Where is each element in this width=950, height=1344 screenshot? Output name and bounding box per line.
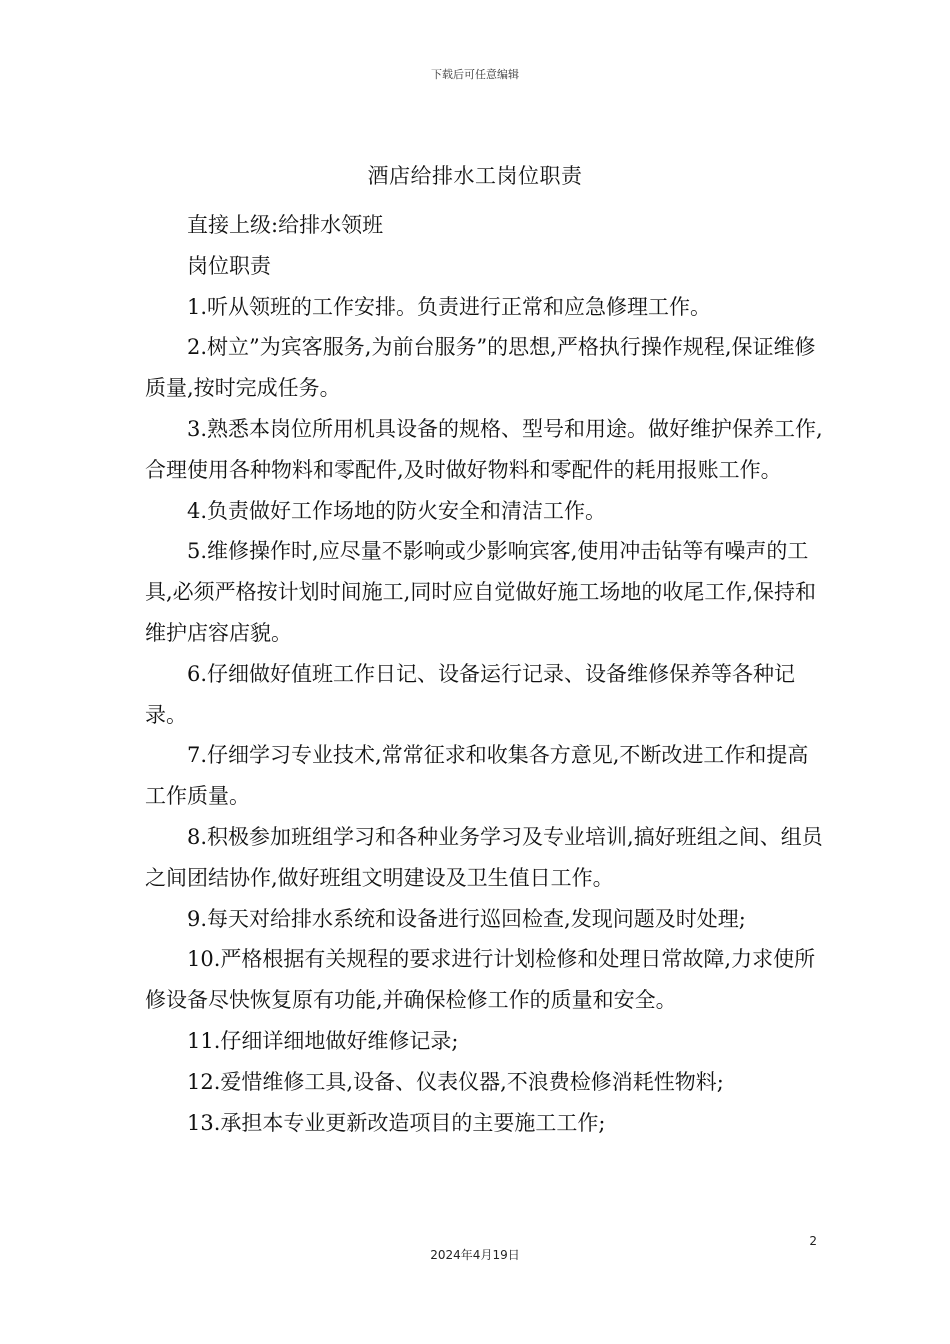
page-header-note: 下载后可任意编辑	[431, 68, 519, 81]
duty-item-13: 13.承担本专业更新改造项目的主要施工工作;	[187, 1110, 606, 1135]
document-body	[145, 205, 825, 1143]
duty-item-6: 6.仔细做好值班工作日记、设备运行记录、设备维修保养等各种记录。	[145, 661, 796, 727]
duty-item-12: 12.爱惜维修工具,设备、仪表仪器,不浪费检修消耗性物料;	[187, 1069, 724, 1094]
page-number: 2	[809, 1234, 817, 1248]
duty-item-4: 4.负责做好工作场地的防火安全和清洁工作。	[187, 498, 607, 523]
duty-item-3: 3.熟悉本岗位所用机具设备的规格、型号和用途。做好维护保养工作,合理使用各种物料和零配件,及时做好物料和零配件的耗用报账工作。	[145, 416, 823, 482]
document-title: 酒店给排水工岗位职责	[367, 164, 583, 188]
duty-item-5: 5.维修操作时,应尽量不影响或少影响宾客,使用冲击钻等有噪声的工具,必须严格按计划时间施工,同时应自觉做好施工场地的收尾工作,保持和维护店容店貌。	[145, 539, 817, 645]
duty-item-2: 2.树立”为宾客服务,为前台服务”的思想,严格执行操作规程,保证维修质量,按时完成任务。	[145, 335, 816, 401]
section-heading: 岗位职责	[187, 253, 271, 278]
duty-item-11: 11.仔细详细地做好维修记录;	[187, 1028, 459, 1053]
duty-item-7: 7.仔细学习专业技术,常常征求和收集各方意见,不断改进工作和提高工作质量。	[145, 743, 809, 809]
duty-item-1: 1.听从领班的工作安排。负责进行正常和应急修理工作。	[187, 294, 712, 319]
duty-item-8: 8.积极参加班组学习和各种业务学习及专业培训,搞好班组之间、组员之间团结协作,做好班组文明建设及卫生值日工作。	[145, 824, 823, 890]
superior-line: 直接上级:给排水领班	[187, 213, 384, 237]
duty-item-10: 10.严格根据有关规程的要求进行计划检修和处理日常故障,力求使所修设备尽快恢复原有功能,并确保检修工作的质量和安全。	[145, 947, 816, 1013]
duty-item-9: 9.每天对给排水系统和设备进行巡回检查,发现问题及时处理;	[187, 906, 746, 931]
footer-date: 2024年4月19日	[430, 1248, 520, 1262]
